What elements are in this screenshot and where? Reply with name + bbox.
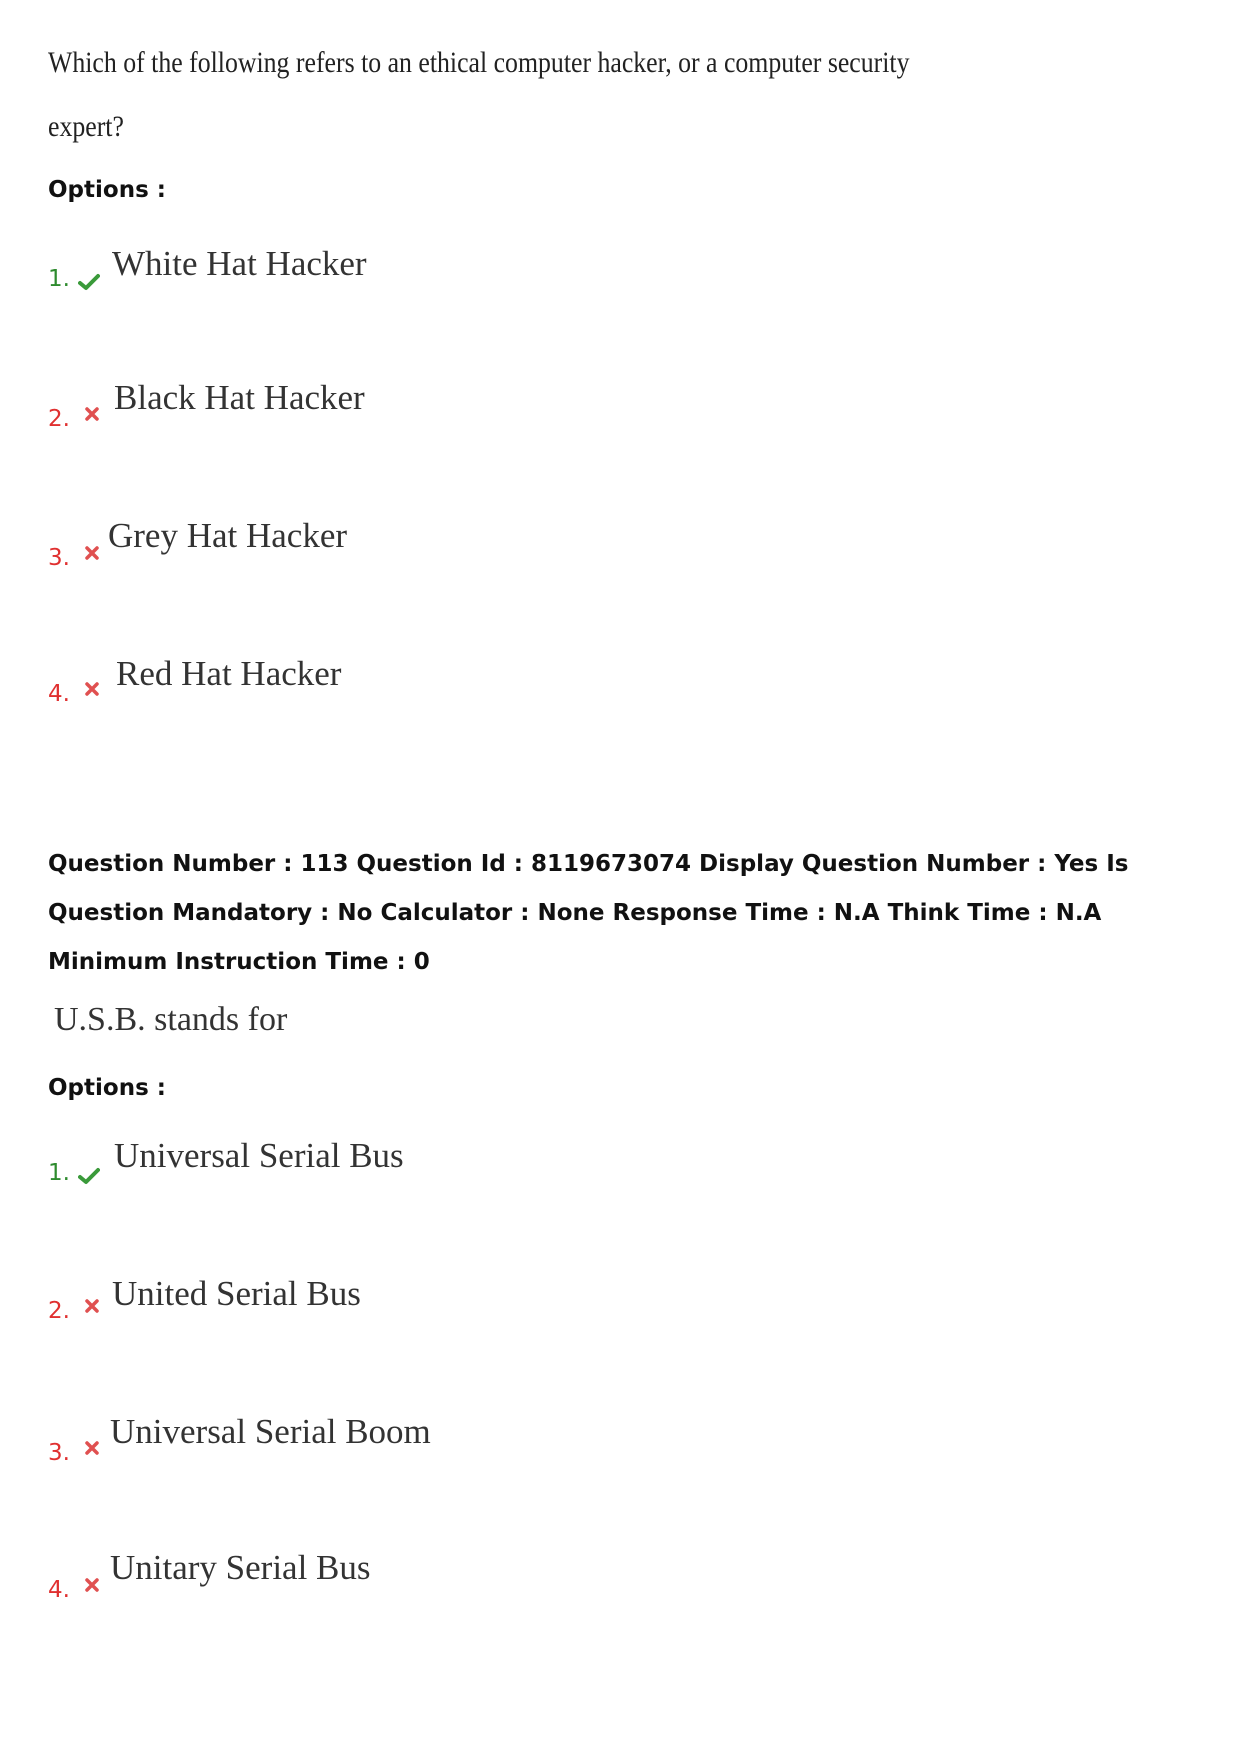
question-text: U.S.B. stands for [54, 1001, 288, 1038]
cross-icon [84, 545, 100, 561]
option-number: 1. [48, 266, 70, 292]
option-3-marker [48, 1440, 100, 1466]
option-4-marker [48, 1577, 100, 1603]
option-number: 2. [48, 406, 70, 432]
cross-icon [84, 406, 100, 422]
option-4-text: Unitary Serial Bus [110, 1548, 371, 1587]
option-3-text: Universal Serial Boom [110, 1412, 431, 1451]
option-2-text: Black Hat Hacker [114, 378, 365, 417]
cross-icon [84, 1577, 100, 1593]
question-text-line-1: Which of the following refers to an ethical computer hacker, or a computer security [48, 46, 910, 79]
option-4-marker [48, 681, 100, 707]
option-2-marker [48, 1298, 100, 1324]
check-icon [78, 273, 100, 291]
option-2-text: United Serial Bus [112, 1274, 361, 1313]
option-number: 4. [48, 681, 70, 707]
cross-icon [84, 681, 100, 697]
cross-icon [84, 1298, 100, 1314]
question-text-line-2: expert? [48, 110, 124, 143]
option-2-marker [48, 406, 100, 432]
option-1-marker [48, 266, 100, 292]
question-metadata: Question Number : 113 Question Id : 8119673074 Display Question Number : Yes Is Question Mandatory : No Calculator : None Response Time : N.A Think Time : N.A Minimum Instruction Time : 0 [48, 851, 1129, 975]
option-1-text: Universal Serial Bus [114, 1136, 404, 1175]
option-number: 1. [48, 1160, 70, 1186]
options-label: Options : [48, 177, 166, 203]
option-number: 4. [48, 1577, 70, 1603]
option-number: 3. [48, 1440, 70, 1466]
cross-icon [84, 1440, 100, 1456]
option-3-text: Grey Hat Hacker [108, 516, 348, 555]
option-1-text: White Hat Hacker [112, 244, 367, 283]
option-3-marker [48, 545, 100, 571]
check-icon [78, 1167, 100, 1185]
option-number: 3. [48, 545, 70, 571]
option-number: 2. [48, 1298, 70, 1324]
option-4-text: Red Hat Hacker [116, 654, 342, 693]
option-1-marker [48, 1160, 100, 1186]
options-label: Options : [48, 1075, 166, 1101]
